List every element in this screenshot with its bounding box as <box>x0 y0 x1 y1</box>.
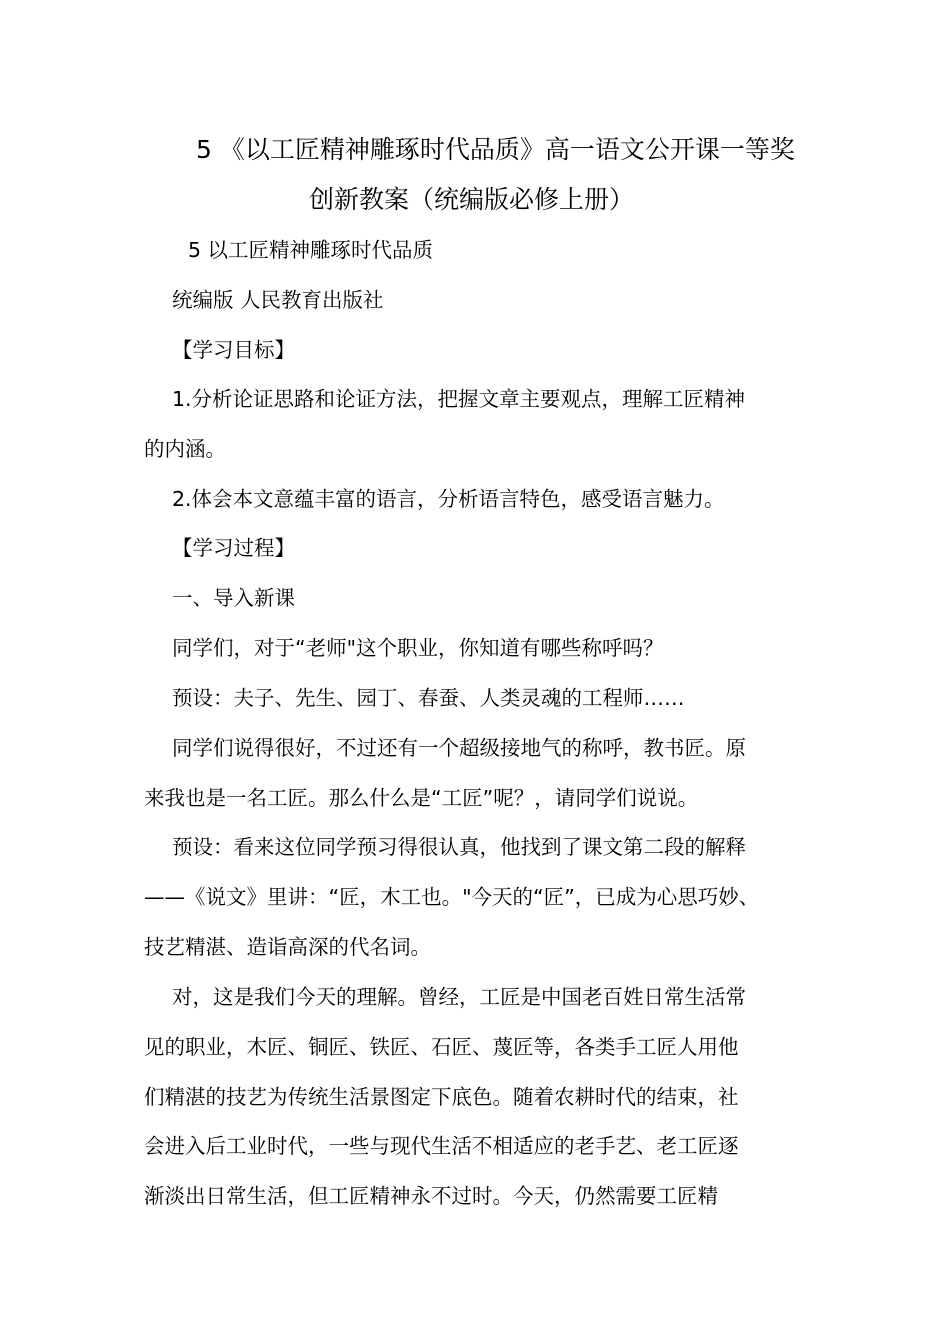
lesson-subtitle: 5 以工匠精神雕琢时代品质 <box>188 238 434 262</box>
paragraph-5-line-3: 们精湛的技艺为传统生活景图定下底色。随着农耕时代的结束，社 <box>144 1085 739 1109</box>
step-1-heading: 一、导入新课 <box>172 586 295 610</box>
paragraph-2: 预设：夫子、先生、园丁、春蚕、人类灵魂的工程师…… <box>172 686 685 710</box>
paragraph-4-line-2: ——《说文》里讲：“匠，木工也。"今天的“匠”，已成为心思巧妙、 <box>144 885 760 909</box>
paragraph-3-line-1: 同学们说得很好，不过还有一个超级接地气的称呼，教书匠。原 <box>172 736 746 760</box>
document-title-line-2: 创新教案（统编版必修上册） <box>309 185 635 214</box>
paragraph-5-line-2: 见的职业，木匠、铜匠、铁匠、石匠、蔑匠等，各类手工匠人用他 <box>144 1035 739 1059</box>
document-title-line-1: 5 《以工匠精神雕琢时代品质》高一语文公开课一等奖 <box>196 135 795 164</box>
goal-1-line-1: 1.分析论证思路和论证方法，把握文章主要观点，理解工匠精神 <box>172 387 746 411</box>
goal-1-line-2: 的内涵。 <box>144 437 226 461</box>
paragraph-5-line-5: 渐淡出日常生活，但工匠精神永不过时。今天，仍然需要工匠精 <box>144 1184 718 1208</box>
section-heading-process: 【学习过程】 <box>172 536 295 560</box>
paragraph-3-line-2: 来我也是一名工匠。那么什么是“工匠”呢？，请同学们说说。 <box>144 786 699 810</box>
paragraph-5-line-1: 对，这是我们今天的理解。曾经，工匠是中国老百姓日常生活常 <box>172 985 746 1009</box>
paragraph-5-line-4: 会进入后工业时代，一些与现代生活不相适应的老手艺、老工匠逐 <box>144 1134 739 1158</box>
paragraph-4-line-3: 技艺精湛、造诣高深的代名词。 <box>144 935 431 959</box>
edition-info: 统编版 人民教育出版社 <box>172 288 384 312</box>
paragraph-4-line-1: 预设：看来这位同学预习得很认真，他找到了课文第二段的解释 <box>172 835 746 859</box>
goal-2: 2.体会本文意蕴丰富的语言，分析语言特色，感受语言魅力。 <box>172 487 725 511</box>
section-heading-goals: 【学习目标】 <box>172 338 295 362</box>
paragraph-1: 同学们，对于“老师"这个职业，你知道有哪些称呼吗？ <box>172 636 664 660</box>
